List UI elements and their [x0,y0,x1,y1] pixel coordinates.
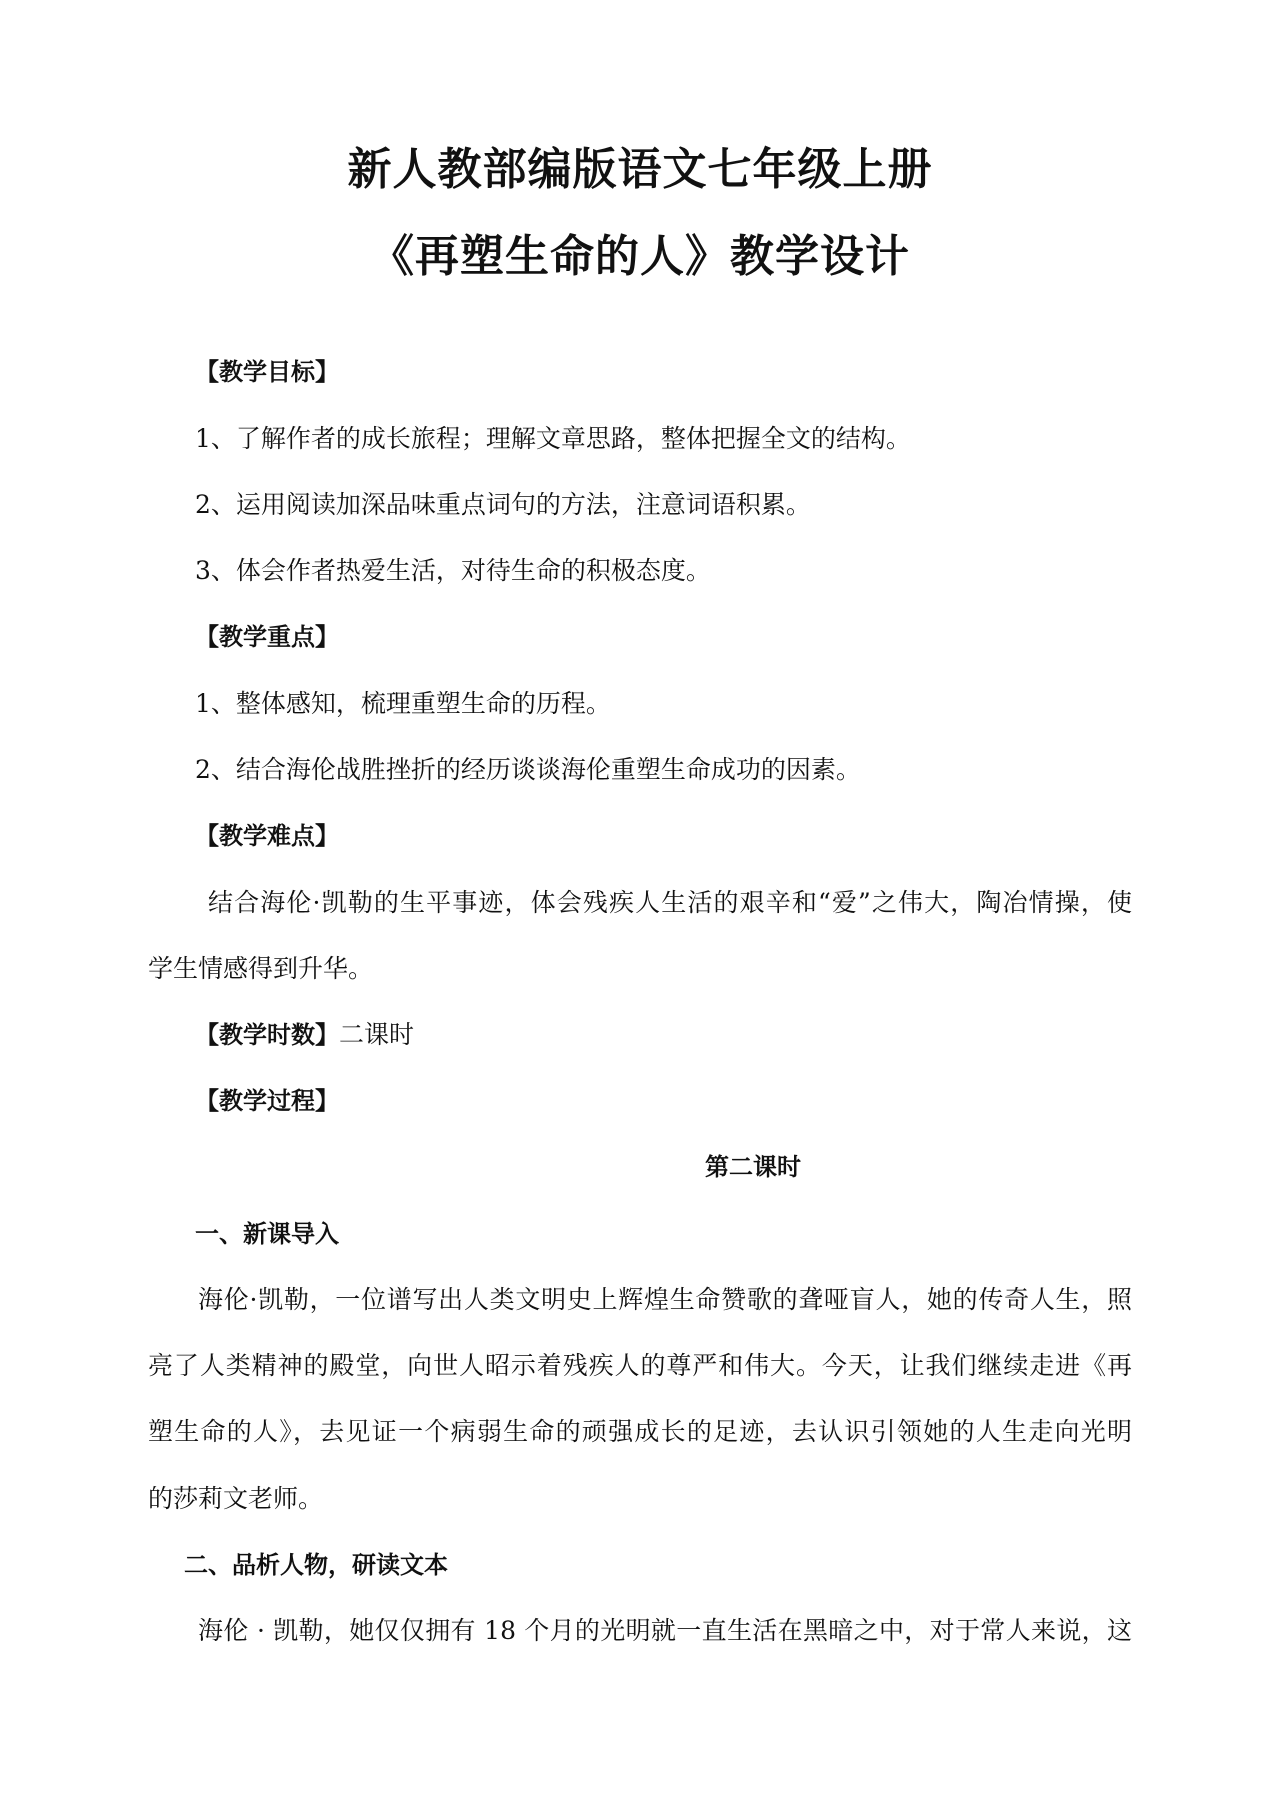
hours-row [195,1017,414,1053]
objective-item-1: 1、了解作者的成长旅程；理解文章思路，整体把握全文的结构。 [195,424,911,453]
objective-item-3: 3、体会作者热爱生活，对待生命的积极态度。 [195,556,711,585]
key-point-item-1: 1、整体感知，梳理重塑生命的历程。 [195,689,611,718]
objectives-heading: 【教学目标】 [195,358,339,386]
hours-value: 二课时 [339,1020,415,1049]
process-heading: 【教学过程】 [195,1087,339,1115]
document-title-line2: 《再塑生命的人》教学设计 [370,231,910,282]
key-point-item-2: 2、结合海伦战胜挫折的经历谈谈海伦重塑生命成功的因素。 [195,755,861,784]
difficulties-text-line2: 学生情感得到升华。 [148,954,374,983]
lesson-heading: 第二课时 [705,1153,801,1181]
difficulties-text-line1: 结合海伦·凯勒的生平事迹，体会残疾人生活的艰辛和“爱”之伟大，陶冶情操，使 [208,888,1132,917]
hours-heading: 【教学时数】 [195,1021,339,1049]
key-points-heading: 【教学重点】 [195,623,339,651]
part2-heading: 二、品析人物，研读文本 [184,1551,448,1579]
part1-paragraph-line1: 海伦·凯勒，一位谱写出人类文明史上辉煌生命赞歌的聋哑盲人，她的传奇人生，照 [198,1285,1132,1314]
objective-item-2: 2、运用阅读加深品味重点词句的方法，注意词语积累。 [195,490,811,519]
part1-paragraph-line3: 塑生命的人》，去见证一个病弱生命的顽强成长的足迹，去认识引领她的人生走向光明 [148,1417,1132,1446]
part1-paragraph-line2: 亮了人类精神的殿堂，向世人昭示着残疾人的尊严和伟大。今天，让我们继续走进《再 [148,1351,1132,1380]
part1-paragraph-line4: 的莎莉文老师。 [148,1484,324,1513]
part2-paragraph-line1: 海伦 · 凯勒，她仅仅拥有 18 个月的光明就一直生活在黑暗之中，对于常人来说，这 [198,1616,1132,1645]
document-title-line1: 新人教部编版语文七年级上册 [347,144,933,195]
difficulties-heading: 【教学难点】 [195,822,339,850]
part1-heading: 一、新课导入 [195,1220,339,1248]
